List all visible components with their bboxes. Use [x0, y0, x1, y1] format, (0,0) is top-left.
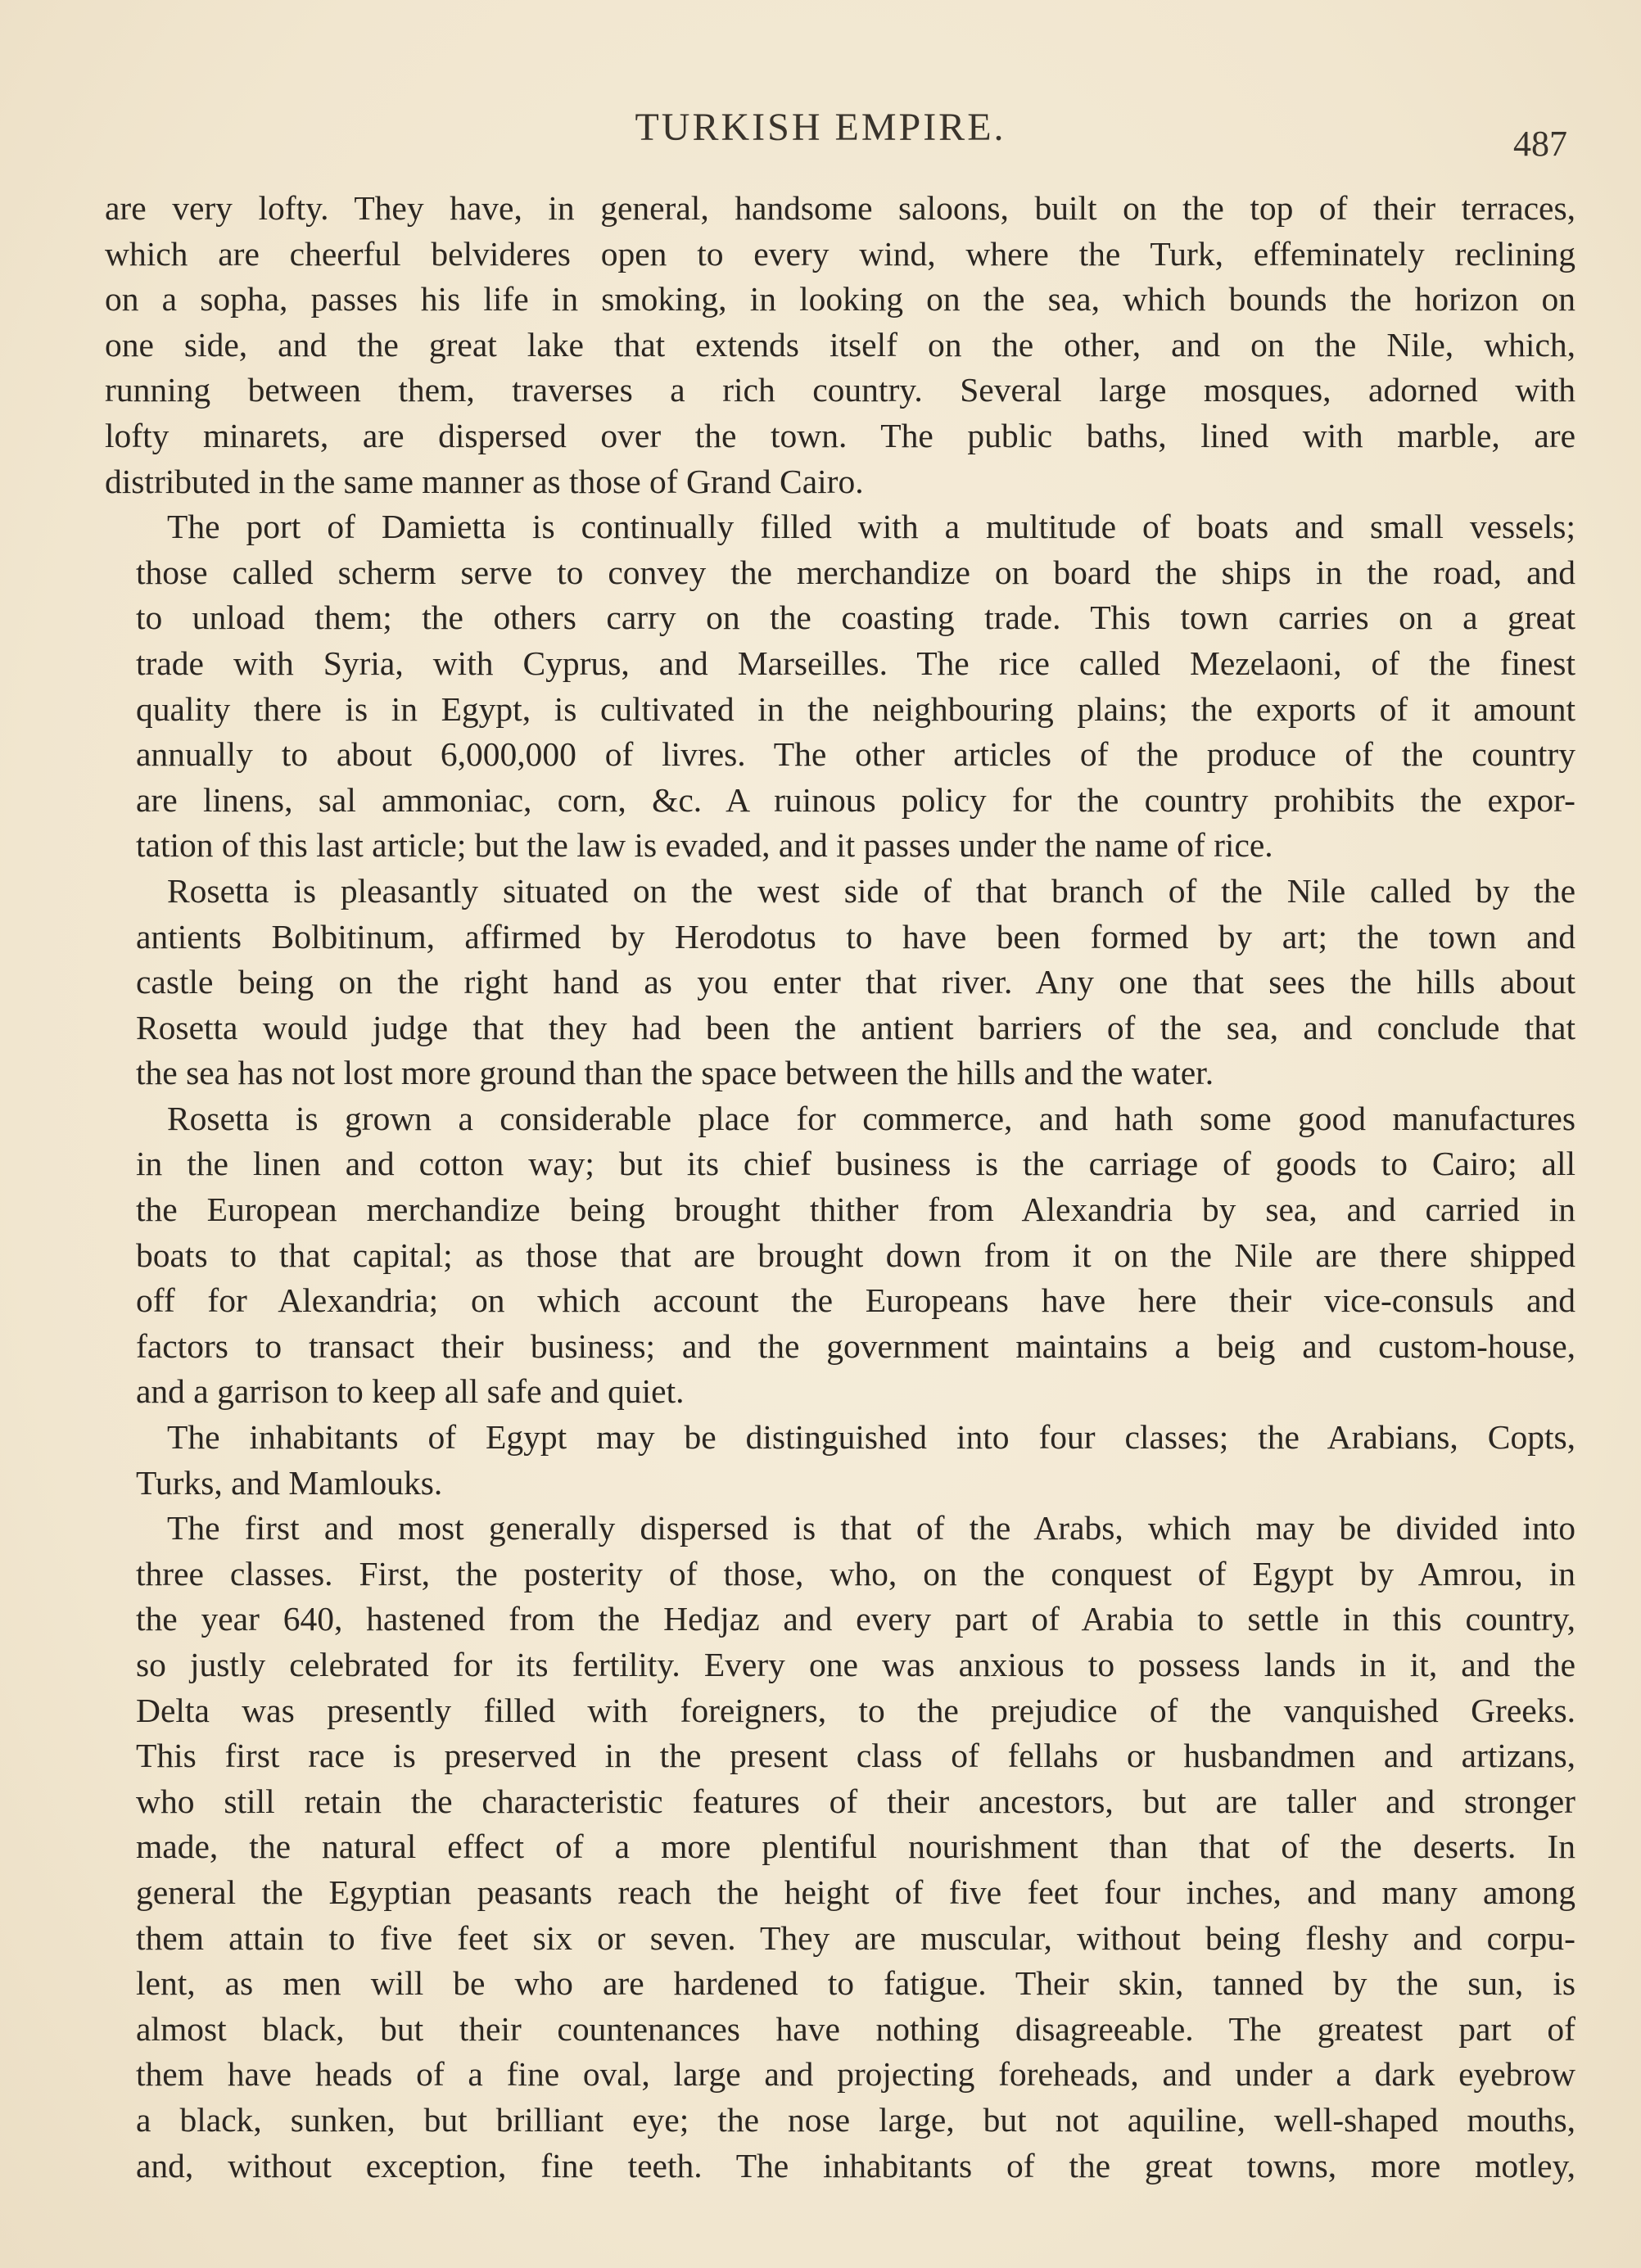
text-line: Rosetta would judge that they had been the antient barriers of the sea, and conclude that — [136, 1008, 1575, 1046]
text-line: lent, as men will be who are hardened to fatigue. Their skin, tanned by the sun, is — [136, 1964, 1575, 2003]
text-line: Delta was presently filled with foreigners, to the prejudice of the vanquished Greeks. — [136, 1691, 1575, 1729]
paragraph — [105, 504, 1575, 869]
text-line: them have heads of a fine oval, large and projecting foreheads, and under a dark eyebrow — [136, 2055, 1575, 2094]
text-line: one side, and the great lake that extends itself on the other, and on the Nile, which, — [105, 325, 1575, 364]
text-line: those called scherm serve to convey the merchandize on board the ships in the road, and — [136, 553, 1575, 591]
paragraph — [105, 1506, 1575, 2189]
text-line: The inhabitants of Egypt may be distinguished into four classes; the Arabians, Copts, — [167, 1418, 1575, 1457]
paragraph — [105, 186, 1575, 504]
text-line: so justly celebrated for its fertility. Every one was anxious to possess lands in it, and the — [136, 1646, 1575, 1683]
text-line: almost black, but their countenances have nothing disagreeable. The greatest part of — [136, 2009, 1575, 2048]
text-line: made, the natural effect of a more plentiful nourishment than that of the deserts. In — [136, 1828, 1575, 1866]
text-line: running between them, traverses a rich country. Several large mosques, adorned with — [105, 371, 1575, 409]
text-line: them attain to five feet six or seven. They are muscular, without being fleshy and corpu- — [136, 1918, 1575, 1957]
text-line: general the Egyptian peasants reach the height of five feet four inches, and many among — [136, 1873, 1575, 1911]
text-line: antients Bolbitinum, affirmed by Herodotus to have been formed by art; the town and — [136, 917, 1575, 956]
paragraph — [105, 1415, 1575, 1506]
text-line: The first and most generally dispersed is that of the Arabs, which may be divided into — [167, 1509, 1575, 1547]
text-line: off for Alexandria; on which account the Europeans have here their vice-consuls and — [136, 1281, 1575, 1320]
text-line: quality there is in Egypt, is cultivated in the neighbouring plains; the exports of it amount — [136, 689, 1575, 728]
page-number: 487 — [1513, 124, 1567, 164]
text-line: and, without exception, fine teeth. The inhabitants of the great towns, more motley, — [136, 2146, 1575, 2184]
paragraph — [105, 1096, 1575, 1415]
text-line: Turks, and Mamlouks. — [136, 1463, 443, 1502]
text-line: a black, sunken, but brilliant eye; the nose large, but not aquiline, well-shaped mouths, — [136, 2100, 1575, 2139]
text-line: annually to about 6,000,000 of livres. The other articles of the produce of the country — [136, 735, 1575, 774]
text-line: lofty minarets, are dispersed over the town. The public baths, lined with marble, are — [105, 416, 1575, 454]
text-line: the European merchandize being brought thither from Alexandria by sea, and carried in — [136, 1190, 1575, 1229]
text-line: which are cheerful belvideres open to every wind, where the Turk, effeminately reclining — [105, 234, 1575, 273]
text-line: and a garrison to keep all safe and quiet. — [136, 1372, 685, 1411]
text-line: the year 640, hastened from the Hedjaz and every part of Arabia to settle in this country, — [136, 1600, 1575, 1638]
text-line: who still retain the characteristic features of their ancestors, but are taller and stronger — [136, 1782, 1575, 1820]
text-line: are very lofty. They have, in general, handsome saloons, built on the top of their terraces, — [105, 189, 1575, 227]
text-line: factors to transact their business; and the government maintains a beig and custom-house, — [136, 1326, 1575, 1365]
text-line: Rosetta is pleasantly situated on the west side of that branch of the Nile called by the — [167, 871, 1575, 910]
text-line: in the linen and cotton way; but its chief business is the carriage of goods to Cairo; all — [136, 1145, 1575, 1183]
text-line: castle being on the right hand as you enter that river. Any one that sees the hills about — [136, 963, 1575, 1001]
text-line: on a sopha, passes his life in smoking, in looking on the sea, which bounds the horizon on — [105, 280, 1575, 319]
body-text — [105, 186, 1575, 2189]
text-line: tation of this last article; but the law is evaded, and it passes under the name of rice. — [136, 826, 1273, 865]
text-line: distributed in the same manner as those of Grand Cairo. — [105, 462, 864, 500]
text-line: are linens, sal ammoniac, corn, &c. A ruinous policy for the country prohibits the expor- — [136, 780, 1575, 819]
text-line: This first race is preserved in the present class of fellahs or husbandmen and artizans, — [136, 1737, 1575, 1775]
text-line: to unload them; the others carry on the coasting trade. This town carries on a great — [136, 599, 1575, 637]
text-line: Rosetta is grown a considerable place for commerce, and hath some good manufactures — [167, 1099, 1575, 1137]
text-line: The port of Damietta is continually filled with a multitude of boats and small vessels; — [167, 508, 1575, 546]
text-line: boats to that capital; as those that are brought down from it on the Nile are there shipped — [136, 1236, 1575, 1274]
text-line: the sea has not lost more ground than the space between the hills and the water. — [136, 1054, 1214, 1092]
paragraph — [105, 869, 1575, 1096]
text-line: three classes. First, the posterity of those, who, on the conquest of Egypt by Amrou, in — [136, 1554, 1575, 1593]
running-title: TURKISH EMPIRE. — [635, 106, 1006, 149]
text-line: trade with Syria, with Cyprus, and Marseilles. The rice called Mezelaoni, of the finest — [136, 644, 1575, 682]
